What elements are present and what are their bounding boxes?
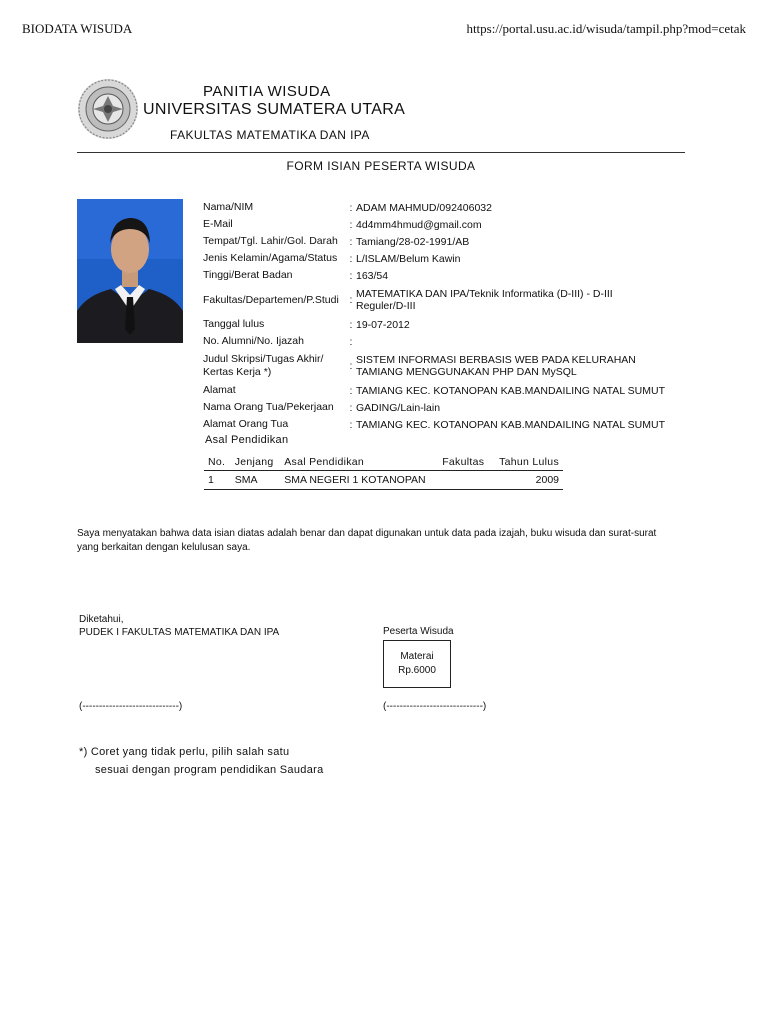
col-header-fakultas: Fakultas [438, 454, 491, 471]
field-label: Nama/NIM [203, 201, 254, 213]
field-label: E-Mail [203, 218, 233, 230]
declaration-statement: Saya menyatakan bahwa data isian diatas adalah benar dan dapat digunakan untuk data pada izajah, buku wisuda dan surat-surat yang berkaitan dengan kelulusan saya. [77, 528, 657, 553]
header-divider [77, 152, 685, 153]
field-row-height-weight [203, 267, 693, 284]
field-value: ADAM MAHMUD/092406032 [356, 201, 492, 214]
field-row-parent-name [203, 399, 693, 416]
cell-fakultas [438, 471, 491, 490]
field-row-graduation-date [203, 316, 693, 333]
acknowledger-block [79, 613, 279, 639]
form-title: FORM ISIAN PESERTA WISUDA [286, 159, 476, 173]
col-header-tahun: Tahun Lulus [491, 454, 563, 471]
field-label: Alamat Orang Tua [203, 418, 289, 430]
field-colon: : [349, 318, 353, 331]
field-row-birth [203, 233, 693, 250]
footnote [79, 743, 324, 779]
acknowledged-label: Diketahui, [79, 614, 124, 625]
cell-asal: SMA NEGERI 1 KOTANOPAN [280, 471, 438, 490]
field-label: Jenis Kelamin/Agama/Status [203, 252, 338, 264]
field-colon: : [349, 401, 353, 414]
print-header-title: BIODATA WISUDA [22, 21, 133, 36]
field-label: Nama Orang Tua/Pekerjaan [203, 401, 334, 413]
footnote-line: sesuai dengan program pendidikan Saudara [95, 764, 324, 776]
faculty-name: FAKULTAS MATEMATIKA DAN IPA [170, 128, 370, 142]
field-colon: : [349, 335, 353, 348]
participant-photo [77, 199, 183, 343]
field-row-address [203, 382, 693, 399]
cell-tahun: 2009 [491, 471, 563, 490]
stamp-amount: Rp.6000 [398, 665, 436, 676]
field-value: 4d4mm4hmud@gmail.com [356, 218, 482, 231]
field-colon: : [349, 294, 353, 306]
print-header-url: https://portal.usu.ac.id/wisuda/tampil.php?mod=cetak [466, 21, 746, 36]
education-heading: Asal Pendidikan [205, 434, 289, 446]
education-header-row [204, 454, 563, 471]
cell-jenjang: SMA [231, 471, 281, 490]
field-colon: : [349, 418, 353, 431]
field-row-email [203, 216, 693, 233]
field-value: L/ISLAM/Belum Kawin [356, 252, 461, 265]
field-label: Tinggi/Berat Badan [203, 269, 293, 281]
field-row-thesis-title [203, 350, 693, 382]
field-label: No. Alumni/No. Ijazah [203, 335, 304, 347]
field-label: Tanggal lulus [203, 318, 265, 330]
field-row-parent-address [203, 416, 693, 433]
field-value: TAMIANG KEC. KOTANOPAN KAB.MANDAILING NATAL SUMUT [356, 384, 666, 397]
university-seal-icon [77, 78, 139, 140]
field-row-faculty [203, 284, 693, 316]
field-value: GADING/Lain-lain [356, 401, 441, 414]
field-colon: : [349, 235, 353, 248]
committee-title: PANITIA WISUDA [203, 83, 331, 100]
field-label: Judul Skripsi/Tugas Akhir/ Kertas Kerja *) [203, 353, 324, 378]
stamp-box [383, 640, 451, 688]
footnote-line: *) Coret yang tidak perlu, pilih salah satu [79, 746, 290, 758]
stamp-label: Materai [400, 651, 434, 662]
field-colon: : [349, 252, 353, 265]
field-value: TAMIANG KEC. KOTANOPAN KAB.MANDAILING NATAL SUMUT [356, 418, 666, 431]
field-colon: : [349, 201, 353, 214]
field-colon: : [349, 384, 353, 397]
col-header-jenjang: Jenjang [231, 454, 281, 471]
field-value: Tamiang/28-02-1991/AB [356, 235, 470, 248]
education-table [204, 454, 563, 490]
university-name: UNIVERSITAS SUMATERA UTARA [143, 101, 406, 118]
col-header-asal: Asal Pendidikan [280, 454, 438, 471]
field-label: Fakultas/Departemen/P.Studi [203, 293, 339, 306]
field-label: Tempat/Tgl. Lahir/Gol. Darah [203, 235, 338, 247]
col-header-no: No. [204, 454, 231, 471]
cell-no: 1 [204, 471, 231, 490]
participant-label: Peserta Wisuda [383, 626, 454, 637]
signature-line-right: (-----------------------------) [383, 701, 487, 712]
acknowledger-title: PUDEK I FAKULTAS MATEMATIKA DAN IPA [79, 627, 280, 638]
signature-line-left: (-----------------------------) [79, 701, 183, 712]
biodata-fields [203, 199, 693, 433]
field-colon: : [349, 218, 353, 231]
field-value: SISTEM INFORMASI BERBASIS WEB PADA KELURAHAN TAMIANG MENGGUNAKAN PHP DAN MySQL [356, 354, 636, 378]
field-colon: : [349, 269, 353, 282]
table-row [204, 471, 563, 490]
field-row-alumni-number [203, 333, 693, 350]
field-colon: : [349, 360, 353, 372]
field-value: MATEMATIKA DAN IPA/Teknik Informatika (D-III) - D-III Reguler/D-III [356, 288, 613, 312]
field-row-nama-nim [203, 199, 693, 216]
field-label: Alamat [203, 384, 236, 396]
field-row-gender [203, 250, 693, 267]
field-value: 19-07-2012 [356, 318, 410, 331]
field-value: 163/54 [356, 269, 389, 282]
